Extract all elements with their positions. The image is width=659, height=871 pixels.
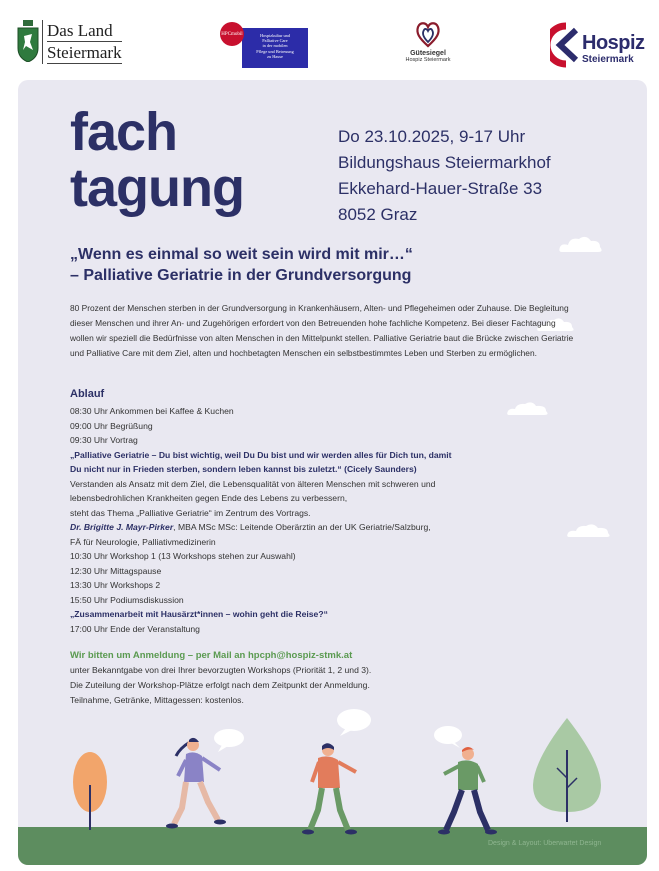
hpc-box: [242, 28, 308, 68]
hpc-circle: HPCmobil: [220, 22, 244, 46]
event-city: 8052 Graz: [338, 205, 418, 224]
hpc-line: Hospizkultur und: [260, 33, 290, 38]
guete-title: Gütesiegel: [410, 50, 446, 57]
speech-bubble-icon: [434, 726, 462, 748]
header-logos: [0, 0, 659, 80]
list-item: 09:30 Uhr Vortrag: [70, 435, 138, 445]
hospiz-line1: Hospiz: [582, 32, 645, 54]
description-line: Verstanden als Ansatz mit dem Ziel, die Lebensqualität von älteren Menschen mit schweren und: [70, 478, 436, 489]
registration-line: unter Bekanntgabe von drei Ihrer bevorzugten Workshops (Priorität 1, 2 und 3).: [70, 665, 372, 675]
land-steiermark-logo: [42, 20, 122, 64]
list-item: 08:30 Uhr Ankommen bei Kaffee & Kuchen: [70, 406, 234, 416]
registration-heading: Wir bitten um Anmeldung – per Mail an hpcph@hospiz-stmk.at: [70, 650, 353, 661]
event-info: [338, 124, 551, 228]
quote-line: „Palliative Geriatrie – Du bist wichtig, weil Du Du bist und wir werden alles für Dich tun, damit: [70, 449, 452, 460]
list-item: 10:30 Uhr Workshop 1 (13 Workshops stehen zur Auswahl): [70, 551, 296, 561]
ablauf-heading: Ablauf: [70, 388, 105, 400]
guetesiegel-heart-icon: [415, 20, 441, 48]
tree-icon: [73, 752, 107, 830]
hospiz-line2: Steiermark: [582, 54, 634, 65]
hospiz-logo-icon: [550, 22, 582, 68]
person-3: [438, 747, 497, 835]
poster-card: [18, 80, 647, 865]
list-item: 13:30 Uhr Workshops 2: [70, 580, 161, 590]
title-line1: fach: [70, 102, 178, 162]
land-line2: Steiermark: [47, 43, 122, 62]
title-line2: tagung: [70, 158, 244, 218]
hpc-line: in der mobilen: [262, 43, 288, 49]
list-item: 17:00 Uhr Ende der Veranstaltung: [70, 623, 200, 634]
subtitle-line1: „Wenn es einmal so weit sein wird mit mir…“: [70, 246, 413, 263]
quote-line: Du nicht nur in Frieden sterben, sondern leben kannst bis zuletzt.“ (Cicely Saunders): [70, 464, 417, 474]
list-item: 15:50 Uhr Podiumsdiskussion: [70, 594, 184, 605]
speaker-name: Dr. Brigitte J. Mayr-Pirker: [70, 522, 174, 532]
subtitle: [70, 244, 590, 286]
event-date: Do 23.10.2025, 9-17 Uhr: [338, 127, 526, 146]
description-line: lebensbedrohlichen Krankheiten gegen Ende des Lebens zu verbessern,: [70, 493, 348, 503]
subtitle-line2: – Palliative Geriatrie in der Grundversorgung: [70, 267, 412, 284]
intro-paragraph: 80 Prozent der Menschen sterben in der Grundversorgung in Krankenhäusern, Alten- und Pflegeheimen oder Zuhause. Die Begleitung dieser Menschen und ihrer An- und Zugehörigen erfordert von den Betreuenden hohe fachliche Kompetenz. Bei dieser Fachtagung wollen wir speziell die Bedürfnisse von alten Menschen in den Mittelpunkt stellen. Palliative Geriatrie baut die Brücke zwischen Geriatrie und Palliative Care mit dem Ziel, alten und hochbetagten Menschen ein selbstbestimmtes Leben und Sterben zu ermöglichen.: [70, 303, 574, 358]
speaker-line: [70, 520, 540, 535]
hpc-mobil-logo: [220, 22, 310, 66]
registration-line: Die Zuteilung der Workshop-Plätze erfolgt nach dem Zeitpunkt der Anmeldung.: [70, 680, 370, 690]
illustration-scene: [18, 690, 647, 865]
person-1: [166, 738, 226, 829]
land-line1: Das Land: [47, 20, 122, 42]
speech-bubble-icon: [337, 709, 371, 736]
guete-sub: Hospiz Steiermark: [405, 57, 451, 63]
list-item: 12:30 Uhr Mittagspause: [70, 565, 162, 576]
hpc-line: Palliative Care: [262, 38, 288, 44]
hospiz-steiermark-logo: [550, 20, 650, 70]
cloud-icon: [566, 522, 612, 538]
ablauf-list: [70, 404, 540, 636]
description-line: steht das Thema „Palliative Geriatrie“ im Zentrum des Vortrags.: [70, 507, 311, 518]
event-venue: Bildungshaus Steiermarkhof: [338, 153, 551, 172]
page-title: [70, 104, 244, 216]
design-credit: Design & Layout: Uberwartet Design: [488, 840, 602, 847]
guetesiegel-logo: [396, 20, 460, 63]
registration-line: Teilnahme, Getränke, Mittagessen: kostenlos.: [70, 695, 244, 705]
hpc-line: zu Hause: [267, 53, 283, 59]
person-2: [302, 743, 357, 834]
event-street: Ekkehard-Hauer-Straße 33: [338, 179, 543, 198]
list-item: 09:00 Uhr Begrüßung: [70, 420, 153, 431]
speaker-role: , MBA MSc MSc: Leitende Oberärztin an der UK Geriatrie/Salzburg,: [173, 522, 431, 532]
panel-title: „Zusammenarbeit mit Hausärzt*innen – wohin geht die Reise?“: [70, 609, 328, 619]
tree-icon: [533, 718, 601, 822]
speech-bubble-icon: [214, 729, 244, 752]
hpc-line: Pflege und Betreuung: [256, 48, 294, 54]
steiermark-crest-icon: [16, 20, 40, 62]
speaker-role-2: FÄ für Neurologie, Palliativmedizinerin: [70, 536, 216, 547]
